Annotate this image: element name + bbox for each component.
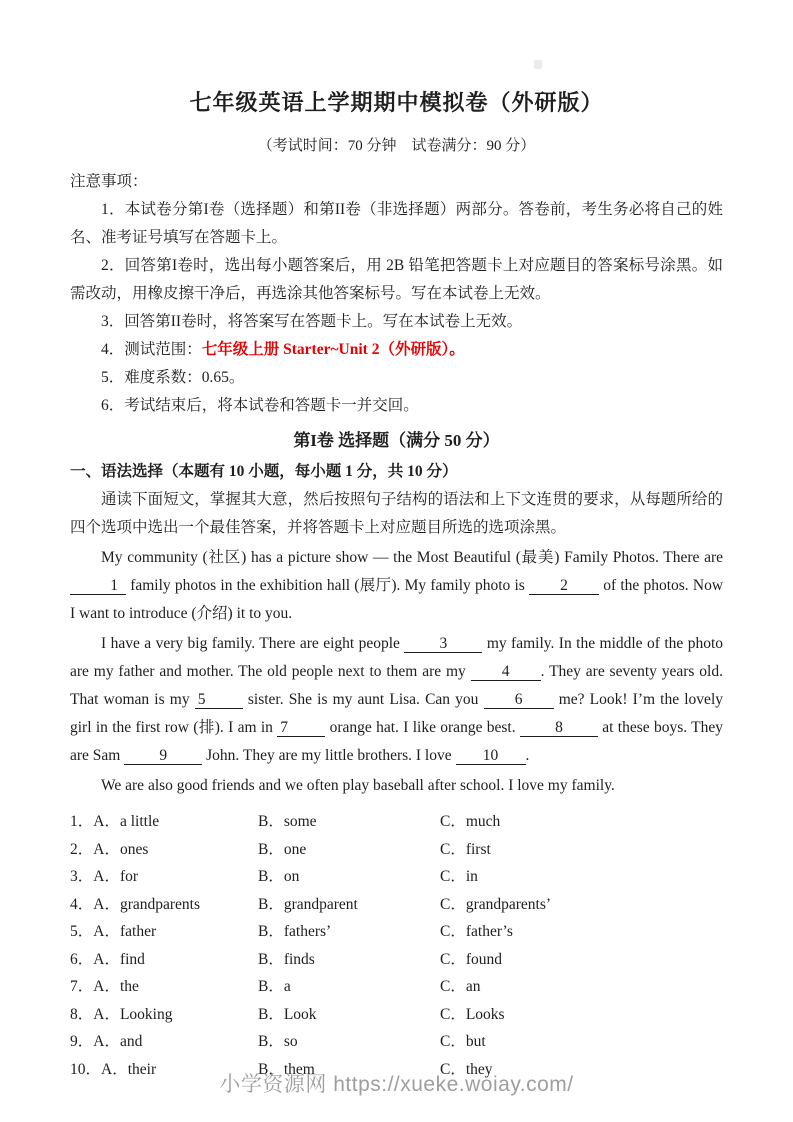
- option-label-c: C．: [440, 895, 466, 913]
- option-label-a: A．: [93, 923, 120, 940]
- question-8-option-a: [70, 1001, 258, 1029]
- option-text-c: first: [465, 840, 491, 858]
- blank-10: 10: [456, 747, 526, 765]
- question-row-2: [70, 836, 723, 864]
- question-4-option-a: [70, 891, 258, 919]
- question-number: 9．: [70, 1033, 94, 1050]
- question-row-9: [70, 1028, 723, 1056]
- passage-text: me? Look! I’m the lovely girl in the first row (排). I am in: [70, 691, 723, 736]
- passage-text: of the photos. Now I want to introduce (介绍) it to you.: [70, 577, 724, 622]
- option-label-b: B．: [258, 978, 284, 995]
- question-1-option-a: [70, 808, 258, 836]
- question-number: 2．: [70, 840, 94, 858]
- question-4-option-c: [440, 891, 723, 919]
- option-text-a: grandparents: [119, 895, 201, 913]
- option-text-b: some: [283, 813, 317, 830]
- passage-text: My community (社区) has a picture show — the Most Beautiful (最美) Family Photos. There are: [101, 549, 723, 566]
- blank-7: 7: [277, 719, 325, 737]
- notice-item-6: 6．考试结束后，将本试卷和答题卡一并交回。: [101, 397, 419, 414]
- option-label-c: C．: [440, 868, 466, 885]
- passage-text: sister. She is my aunt Lisa. Can you: [247, 691, 479, 708]
- question-5-option-c: [440, 918, 723, 946]
- option-text-a: for: [119, 868, 139, 885]
- scan-artifact-mark: [534, 60, 542, 69]
- option-label-c: C．: [440, 950, 466, 968]
- option-label-b: B．: [258, 950, 284, 968]
- option-label-a: A．: [93, 978, 120, 995]
- exam-time-score-line: （考试时间：70 分钟 试卷满分：90 分）: [257, 138, 536, 154]
- option-label-b: B．: [258, 1033, 284, 1050]
- option-text-b: them: [283, 1060, 315, 1078]
- notice-item-1: 1．本试卷分第I卷（选择题）和第II卷（非选择题）两部分。答卷前，考生务必将自己的姓名、准考证号填写在答题卡上。: [70, 201, 723, 246]
- question-5-option-b: [258, 918, 440, 946]
- option-text-a: and: [119, 1033, 143, 1050]
- question-2-option-a: [70, 836, 258, 864]
- blank-9: 9: [124, 747, 202, 765]
- notice-section: [70, 168, 723, 420]
- passage-text: my family. In the middle of the photo are my father and mother. The old people next to them are my: [70, 635, 724, 680]
- notice-item-5: 5．难度系数：0.65。: [101, 369, 245, 386]
- passage-text: .: [525, 747, 530, 764]
- question-row-6: [70, 946, 723, 974]
- question-3-option-b: [258, 863, 440, 891]
- question-9-option-c: [440, 1028, 723, 1056]
- option-text-b: finds: [283, 950, 315, 968]
- question-number: 7．: [70, 978, 94, 995]
- page-title: 七年级英语上学期期中模拟卷（外研版）: [189, 90, 604, 115]
- question-6-option-a: [70, 946, 258, 974]
- option-label-a: A．: [93, 1033, 120, 1050]
- option-text-a: father: [119, 923, 157, 940]
- part-1-instructions: 通读下面短文，掌握其大意，然后按照句子结构的语法和上下文连贯的要求，从每题所给的四个选项中选出一个最佳答案，并将答题卡上对应题目所选的选项涂黑。: [70, 491, 723, 536]
- option-text-a: Looking: [119, 1005, 173, 1023]
- option-text-a: ones: [119, 840, 149, 858]
- option-text-b: a: [283, 978, 291, 995]
- question-2-option-b: [258, 836, 440, 864]
- question-8-option-b: [258, 1001, 440, 1029]
- option-text-c: father’s: [465, 923, 513, 940]
- passage-text: John. They are my little brothers. I love: [206, 747, 452, 764]
- option-label-c: C．: [440, 840, 466, 858]
- option-label-c: C．: [440, 1033, 466, 1050]
- question-row-3: [70, 863, 723, 891]
- question-6-option-b: [258, 946, 440, 974]
- option-text-b: on: [283, 868, 300, 885]
- question-row-8: [70, 1001, 723, 1029]
- blank-2: 2: [529, 577, 599, 595]
- option-label-c: C．: [440, 813, 466, 830]
- option-label-b: B．: [258, 895, 284, 913]
- question-2-option-c: [440, 836, 723, 864]
- option-label-b: B．: [258, 1005, 284, 1023]
- question-row-1: [70, 808, 723, 836]
- passage-text: . They are seventy years old. That woman is my: [70, 663, 723, 708]
- option-label-c: C．: [440, 978, 466, 995]
- option-text-c: an: [465, 978, 481, 995]
- notice-item-4-prefix: 4．测试范围：: [101, 341, 202, 358]
- passage-text: at these boys. They are Sam: [70, 719, 724, 764]
- option-label-a: A．: [93, 895, 120, 913]
- option-text-b: Look: [283, 1005, 317, 1023]
- notice-item-3: 3．回答第II卷时，将答案写在答题卡上。写在本试卷上无效。: [101, 313, 523, 330]
- question-number: 3．: [70, 868, 94, 885]
- blank-6: 6: [484, 691, 554, 709]
- option-label-b: B．: [258, 868, 284, 885]
- option-text-b: one: [283, 840, 307, 858]
- option-text-c: grandparents’: [465, 895, 552, 913]
- question-number: 1．: [70, 813, 94, 830]
- question-7-option-a: [70, 973, 258, 1001]
- option-text-c: but: [465, 1033, 486, 1050]
- question-5-option-a: [70, 918, 258, 946]
- blank-4: 4: [471, 663, 541, 681]
- question-row-4: [70, 891, 723, 919]
- question-number: 8．: [70, 1005, 94, 1023]
- blank-1: 1: [70, 577, 126, 595]
- section-1-title: 第I卷 选择题（满分 50 分）: [293, 431, 500, 450]
- option-label-a: A．: [93, 840, 120, 858]
- option-label-c: C．: [440, 1005, 466, 1023]
- option-label-a: A．: [93, 868, 120, 885]
- question-number: 10．: [70, 1060, 102, 1078]
- option-text-b: so: [283, 1033, 298, 1050]
- question-9-option-b: [258, 1028, 440, 1056]
- option-label-a: A．: [93, 1005, 120, 1023]
- passage-text: family photos in the exhibition hall (展厅). My family photo is: [130, 577, 525, 594]
- question-7-option-b: [258, 973, 440, 1001]
- option-label-a: A．: [101, 1060, 128, 1078]
- option-text-c: in: [465, 868, 478, 885]
- blank-8: 8: [520, 719, 598, 737]
- part-1-heading: 一、语法选择（本题有 10 小题，每小题 1 分，共 10 分）: [70, 463, 458, 480]
- option-text-c: Looks: [465, 1005, 505, 1023]
- notice-heading: 注意事项：: [70, 173, 148, 190]
- question-7-option-c: [440, 973, 723, 1001]
- question-3-option-c: [440, 863, 723, 891]
- footer-watermark: 小学资源网 https://xueke.woiay.com/: [219, 1073, 574, 1096]
- option-label-c: C．: [440, 923, 466, 940]
- option-label-a: A．: [93, 813, 120, 830]
- passage-text: orange hat. I like orange best.: [329, 719, 516, 736]
- question-row-7: [70, 973, 723, 1001]
- passage-paragraph-2: [70, 630, 723, 770]
- passage-paragraph-3: We are also good friends and we often play baseball after school. I love my family.: [101, 777, 615, 794]
- question-1-option-b: [258, 808, 440, 836]
- blank-5: 5: [195, 691, 243, 709]
- option-text-c: found: [465, 950, 503, 968]
- option-label-c: C．: [440, 1060, 466, 1078]
- option-text-c: they: [465, 1060, 493, 1078]
- blank-3: 3: [404, 635, 482, 653]
- question-number: 6．: [70, 950, 94, 968]
- option-text-a: their: [127, 1060, 157, 1078]
- question-9-option-a: [70, 1028, 258, 1056]
- option-text-b: fathers’: [283, 923, 332, 940]
- option-text-b: grandparent: [283, 895, 358, 913]
- notice-item-4: [70, 336, 723, 364]
- question-number: 5．: [70, 923, 94, 940]
- question-row-5: [70, 918, 723, 946]
- question-list: [70, 808, 723, 1083]
- option-text-a: a little: [119, 813, 160, 830]
- question-6-option-c: [440, 946, 723, 974]
- option-text-a: find: [119, 950, 145, 968]
- option-label-b: B．: [258, 923, 284, 940]
- passage-text: I have a very big family. There are eight people: [101, 635, 400, 652]
- option-text-c: much: [465, 813, 501, 830]
- option-text-a: the: [119, 978, 139, 995]
- question-4-option-b: [258, 891, 440, 919]
- question-3-option-a: [70, 863, 258, 891]
- option-label-b: B．: [258, 813, 284, 830]
- passage-paragraph-1: [70, 544, 723, 628]
- option-label-b: B．: [258, 840, 284, 858]
- question-8-option-c: [440, 1001, 723, 1029]
- test-scope-highlight: 七年级上册 Starter~Unit 2（外研版）。: [201, 341, 465, 358]
- notice-item-2: 2．回答第I卷时，选出每小题答案后，用 2B 铅笔把答题卡上对应题目的答案标号涂黑。如需改动，用橡皮擦干净后，再选涂其他答案标号。写在本试卷上无效。: [70, 257, 723, 302]
- option-label-a: A．: [93, 950, 120, 968]
- question-number: 4．: [70, 895, 94, 913]
- option-label-b: B．: [258, 1060, 284, 1078]
- question-1-option-c: [440, 808, 723, 836]
